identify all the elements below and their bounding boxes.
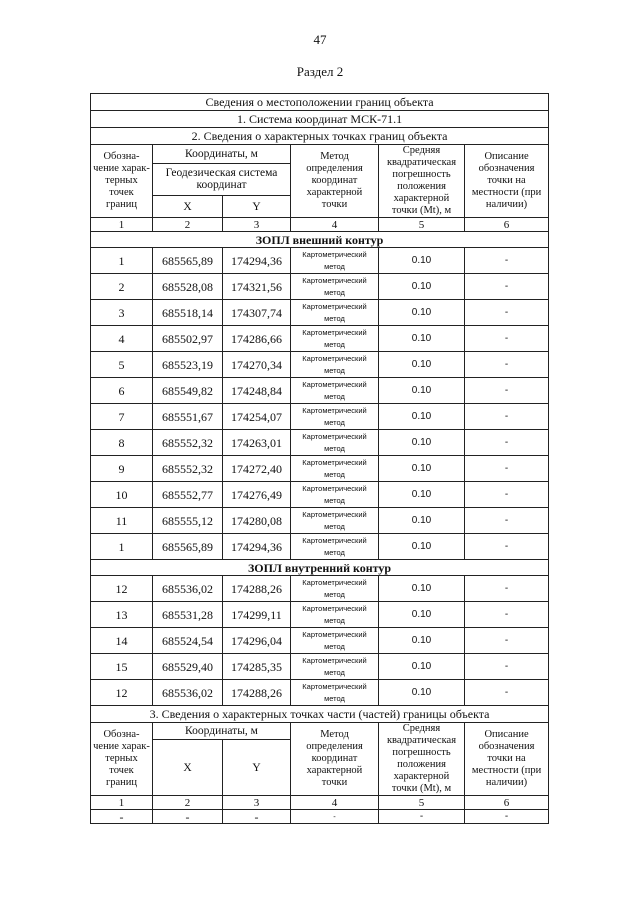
description-cell: -	[465, 300, 549, 326]
point-cell: 3	[91, 300, 153, 326]
point-cell: 7	[91, 404, 153, 430]
part-header-coordinates: Координаты, м	[153, 723, 291, 740]
table-row	[91, 430, 549, 456]
page-number: 47	[313, 32, 327, 47]
method-cell: Картометрический метод	[291, 404, 379, 430]
header-geo-system: Геодезическая система координат	[153, 163, 291, 196]
accuracy-cell: 0.10	[379, 430, 465, 456]
header-x: X	[153, 196, 223, 218]
x-cell: 685531,28	[153, 602, 223, 628]
description-cell: -	[465, 576, 549, 602]
accuracy-cell: 0.10	[379, 456, 465, 482]
accuracy-cell: 0.10	[379, 628, 465, 654]
method-cell: Картометрический метод	[291, 274, 379, 300]
table-row	[91, 300, 549, 326]
method-cell: Картометрический метод	[291, 602, 379, 628]
x-cell: 685529,40	[153, 654, 223, 680]
y-cell: 174294,36	[223, 248, 291, 274]
y-cell: 174276,49	[223, 482, 291, 508]
part-section-title: 3. Сведения о характерных точках части (частей) границы объекта	[91, 706, 549, 723]
method-cell: Картометрический метод	[291, 482, 379, 508]
method-cell: Картометрический метод	[291, 456, 379, 482]
y-cell: 174288,26	[223, 576, 291, 602]
table-row	[91, 482, 549, 508]
point-cell: 1	[91, 534, 153, 560]
part-header-description: Описание обозначения точки на местности (при наличии)	[465, 723, 549, 796]
point-cell: 14	[91, 628, 153, 654]
point-cell: -	[91, 810, 153, 824]
x-cell: 685502,97	[153, 326, 223, 352]
description-cell: -	[465, 602, 549, 628]
point-cell: 1	[91, 248, 153, 274]
part-header-accuracy: Средняя квадратическая погрешность положения характерной точки (Mt), м	[379, 723, 465, 796]
part-header-designation: Обозна-чение харак-терных точек границ	[91, 723, 153, 796]
points-section-title: 2. Сведения о характерных точках границ объекта	[91, 128, 549, 145]
table-row	[91, 352, 549, 378]
accuracy-cell: 0.10	[379, 404, 465, 430]
y-cell: 174294,36	[223, 534, 291, 560]
method-cell: Картометрический метод	[291, 576, 379, 602]
column-number: 3	[223, 218, 291, 232]
header-designation: Обозна-чение харак-терных точек границ	[91, 145, 153, 218]
description-cell: -	[465, 456, 549, 482]
method-cell: Картометрический метод	[291, 248, 379, 274]
description-cell: -	[465, 274, 549, 300]
table-row	[91, 654, 549, 680]
point-cell: 9	[91, 456, 153, 482]
y-cell: 174248,84	[223, 378, 291, 404]
y-cell: 174254,07	[223, 404, 291, 430]
accuracy-cell: 0.10	[379, 654, 465, 680]
point-cell: 13	[91, 602, 153, 628]
x-cell: 685565,89	[153, 248, 223, 274]
part-column-numbers-row	[91, 796, 549, 810]
description-cell: -	[465, 534, 549, 560]
description-cell: -	[465, 352, 549, 378]
x-cell: 685552,32	[153, 456, 223, 482]
accuracy-cell: 0.10	[379, 508, 465, 534]
x-cell: 685552,77	[153, 482, 223, 508]
y-cell: 174286,66	[223, 326, 291, 352]
table-row	[91, 378, 549, 404]
method-cell: -	[291, 810, 379, 824]
method-cell: Картометрический метод	[291, 430, 379, 456]
part-section-title-row	[91, 706, 549, 723]
method-cell: Картометрический метод	[291, 628, 379, 654]
point-cell: 4	[91, 326, 153, 352]
accuracy-cell: 0.10	[379, 482, 465, 508]
point-cell: 6	[91, 378, 153, 404]
inner-contour-title-row	[91, 560, 549, 576]
y-cell: 174280,08	[223, 508, 291, 534]
column-number: 2	[153, 218, 223, 232]
description-cell: -	[465, 430, 549, 456]
method-cell: Картометрический метод	[291, 352, 379, 378]
description-cell: -	[465, 508, 549, 534]
header-description: Описание обозначения точки на местности (при наличии)	[465, 145, 549, 218]
coord-system-row	[91, 111, 549, 128]
header-method: Метод определения координат характерной точки	[291, 145, 379, 218]
x-cell: 685555,12	[153, 508, 223, 534]
table-row	[91, 602, 549, 628]
part-header-y: Y	[223, 740, 291, 796]
header-y: Y	[223, 196, 291, 218]
column-number: 4	[291, 796, 379, 810]
table-row	[91, 534, 549, 560]
inner-contour-title: ЗОПЛ внутренний контур	[91, 560, 549, 576]
outer-contour-title: ЗОПЛ внешний контур	[91, 232, 549, 248]
accuracy-cell: 0.10	[379, 576, 465, 602]
part-header-row-1	[91, 723, 549, 740]
point-cell: 15	[91, 654, 153, 680]
accuracy-cell: 0.10	[379, 274, 465, 300]
description-cell: -	[465, 680, 549, 706]
header-coordinates: Координаты, м	[153, 145, 291, 164]
x-cell: 685518,14	[153, 300, 223, 326]
y-cell: 174307,74	[223, 300, 291, 326]
boundary-table	[90, 93, 549, 824]
y-cell: 174321,56	[223, 274, 291, 300]
x-cell: 685551,67	[153, 404, 223, 430]
y-cell: 174263,01	[223, 430, 291, 456]
point-cell: 12	[91, 576, 153, 602]
table-title: Сведения о местоположении границ объекта	[91, 94, 549, 111]
x-cell: 685549,82	[153, 378, 223, 404]
y-cell: 174299,11	[223, 602, 291, 628]
x-cell: 685565,89	[153, 534, 223, 560]
accuracy-cell: 0.10	[379, 300, 465, 326]
header-row-1	[91, 145, 549, 164]
accuracy-cell: 0.10	[379, 534, 465, 560]
header-accuracy: Средняя квадратическая погрешность положения характерной точки (Mt), м	[379, 145, 465, 218]
method-cell: Картометрический метод	[291, 680, 379, 706]
table-row	[91, 274, 549, 300]
accuracy-cell: 0.10	[379, 680, 465, 706]
description-cell: -	[465, 482, 549, 508]
column-number: 1	[91, 796, 153, 810]
section-title: Раздел 2	[296, 64, 344, 79]
method-cell: Картометрический метод	[291, 534, 379, 560]
table-row	[91, 680, 549, 706]
points-section-row	[91, 128, 549, 145]
column-number: 6	[465, 796, 549, 810]
column-number: 2	[153, 796, 223, 810]
method-cell: Картометрический метод	[291, 378, 379, 404]
table-row	[91, 326, 549, 352]
x-cell: 685528,08	[153, 274, 223, 300]
point-cell: 11	[91, 508, 153, 534]
table-row	[91, 456, 549, 482]
description-cell: -	[465, 248, 549, 274]
accuracy-cell: 0.10	[379, 378, 465, 404]
method-cell: Картометрический метод	[291, 654, 379, 680]
outer-contour-title-row	[91, 232, 549, 248]
table-row	[91, 508, 549, 534]
accuracy-cell: 0.10	[379, 248, 465, 274]
point-cell: 12	[91, 680, 153, 706]
x-cell: 685524,54	[153, 628, 223, 654]
x-cell: 685523,19	[153, 352, 223, 378]
x-cell: 685552,32	[153, 430, 223, 456]
y-cell: -	[223, 810, 291, 824]
accuracy-cell: 0.10	[379, 352, 465, 378]
table-row	[91, 810, 549, 824]
description-cell: -	[465, 378, 549, 404]
description-cell: -	[465, 654, 549, 680]
table-row	[91, 404, 549, 430]
column-number: 5	[379, 218, 465, 232]
y-cell: 174285,35	[223, 654, 291, 680]
description-cell: -	[465, 326, 549, 352]
method-cell: Картометрический метод	[291, 508, 379, 534]
point-cell: 8	[91, 430, 153, 456]
part-header-x: X	[153, 740, 223, 796]
x-cell: 685536,02	[153, 680, 223, 706]
x-cell: -	[153, 810, 223, 824]
column-number: 3	[223, 796, 291, 810]
accuracy-cell: -	[379, 810, 465, 824]
table-row	[91, 248, 549, 274]
column-number: 1	[91, 218, 153, 232]
x-cell: 685536,02	[153, 576, 223, 602]
y-cell: 174272,40	[223, 456, 291, 482]
column-numbers-row	[91, 218, 549, 232]
column-number: 5	[379, 796, 465, 810]
description-cell: -	[465, 404, 549, 430]
y-cell: 174296,04	[223, 628, 291, 654]
column-number: 6	[465, 218, 549, 232]
point-cell: 10	[91, 482, 153, 508]
y-cell: 174270,34	[223, 352, 291, 378]
y-cell: 174288,26	[223, 680, 291, 706]
method-cell: Картометрический метод	[291, 326, 379, 352]
point-cell: 5	[91, 352, 153, 378]
method-cell: Картометрический метод	[291, 300, 379, 326]
accuracy-cell: 0.10	[379, 602, 465, 628]
part-header-method: Метод определения координат характерной точки	[291, 723, 379, 796]
point-cell: 2	[91, 274, 153, 300]
column-number: 4	[291, 218, 379, 232]
accuracy-cell: 0.10	[379, 326, 465, 352]
table-title-row	[91, 94, 549, 111]
table-row	[91, 628, 549, 654]
coord-system: 1. Система координат МСК-71.1	[91, 111, 549, 128]
table-row	[91, 576, 549, 602]
description-cell: -	[465, 810, 549, 824]
description-cell: -	[465, 628, 549, 654]
